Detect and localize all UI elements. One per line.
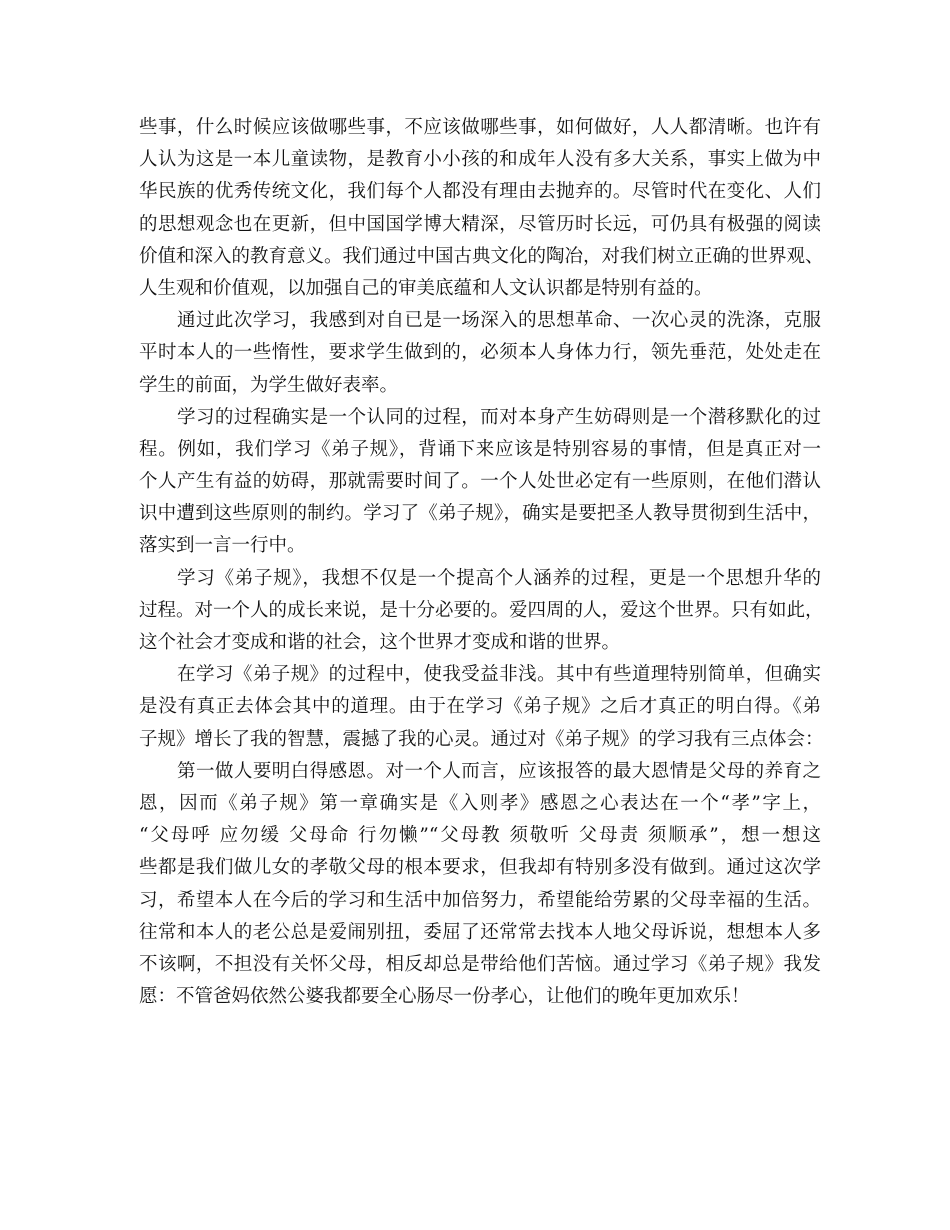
- text-line: 平时本人的一些惰性，要求学生做到的，必须本人身体力行，领先垂范，处处走在: [139, 342, 821, 364]
- text-line: 这个社会才变成和谐的社会，这个世界才变成和谐的世界。: [139, 632, 621, 653]
- text-line: 愿：不管爸妈依然公婆我都要全心肠尽一份孝心，让他们的晚年更加欢乐！: [139, 986, 750, 1008]
- text-line: “父母呼 应勿缓 父母命 行勿懒”“父母教 须敬听 父母责 须顺承”，想一想这: [139, 825, 821, 847]
- text-line: 通过此次学习，我感到对自已是一场深入的思想革命、一次心灵的洗涤，克服: [177, 310, 821, 332]
- text-line: 人认为这是一本儿童读物，是教育小小孩的和成年人没有多大关系，事实上做为中: [139, 149, 821, 171]
- text-line: 第一做人要明白得感恩。对一个人而言，应该报答的最大恩情是父母的养育之: [177, 760, 821, 782]
- text-line: 是没有真正去体会其中的道理。由于在学习《弟子规》之后才真正的明白得。《弟: [139, 696, 821, 718]
- text-line: 价值和深入的教育意义。我们通过中国古典文化的陶冶，对我们树立正确的世界观、: [139, 245, 824, 267]
- text-line: 过程。对一个人的成长来说，是十分必要的。爱四周的人，爱这个世界。只有如此，: [139, 599, 824, 621]
- text-line: 落实到一言一行中。: [139, 535, 306, 557]
- text-line: 在学习《弟子规》的过程中，使我受益非浅。其中有些道理特别简单，但确实: [177, 664, 821, 686]
- text-line: 恩，因而《弟子规》第一章确实是《入则孝》感恩之心表达在一个“孝”字上，: [139, 792, 821, 814]
- text-line: 个人产生有益的妨碍，那就需要时间了。一个人处世必定有一些原则，在他们潜认: [139, 471, 821, 493]
- text-line: 些都是我们做儿女的孝敬父母的根本要求，但我却有特别多没有做到。通过这次学: [139, 857, 821, 879]
- text-line: 识中遭到这些原则的制约。学习了《弟子规》，确实是要把圣人教导贯彻到生活中，: [139, 503, 821, 525]
- text-line: 学习的过程确实是一个认同的过程，而对本身产生妨碍则是一个潜移默化的过: [177, 406, 821, 428]
- text-line: 些事，什么时候应该做哪些事，不应该做哪些事，如何做好，人人都清晰。也许有: [139, 117, 821, 138]
- text-line: 习，希望本人在今后的学习和生活中加倍努力，希望能给劳累的父母幸福的生活。: [139, 889, 821, 911]
- text-line: 学习《弟子规》，我想不仅是一个提高个人涵养的过程，更是一个思想升华的: [177, 567, 821, 589]
- text-line: 程。例如，我们学习《弟子规》，背诵下来应该是特别容易的事情，但是真正对一: [139, 438, 821, 460]
- text-line: 不该啊，不担没有关怀父母，相反却总是带给他们苦恼。通过学习《弟子规》我发: [139, 953, 821, 975]
- text-line: 华民族的优秀传统文化，我们每个人都没有理由去抛弃的。尽管时代在变化、人们: [139, 181, 821, 203]
- text-line: 子规》增长了我的智慧，震撼了我的心灵。通过对《弟子规》的学习我有三点体会：: [139, 728, 824, 750]
- text-line: 学生的前面，为学生做好表率。: [139, 374, 399, 396]
- text-line: 人生观和价值观，以加强自己的审美底蕴和人文认识都是特别有益的。: [139, 277, 713, 299]
- document-body: [139, 112, 824, 1013]
- text-line: 的思想观念也在更新，但中国国学博大精深，尽管历时长远，可仍具有极强的阅读: [139, 213, 821, 235]
- text-line: 往常和本人的老公总是爱闹别扭，委屈了还常常去找本人地父母诉说，想想本人多: [139, 921, 821, 943]
